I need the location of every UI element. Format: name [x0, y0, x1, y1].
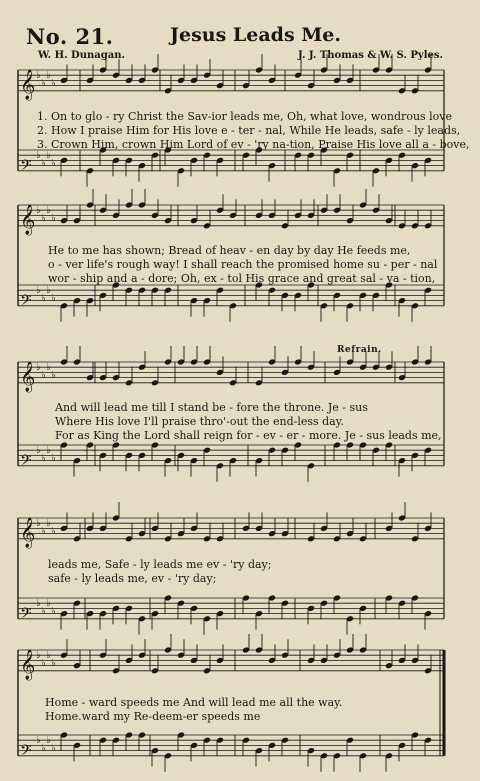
flat-icon: ♭ [46, 70, 51, 82]
flat-icon: ♭ [41, 370, 46, 381]
flat-icon: ♭ [41, 743, 46, 754]
flat-icon: ♭ [46, 518, 51, 530]
flat-icon: ♭ [36, 650, 41, 662]
refrain-label: Refrain. [337, 345, 382, 355]
flat-icon: ♭ [36, 70, 41, 82]
flat-icon: ♭ [41, 526, 46, 537]
flat-icon: ♭ [51, 78, 56, 89]
flat-icon: ♭ [41, 293, 46, 304]
flat-icon: ♭ [46, 362, 51, 374]
treble-clef-icon: 𝄞 [20, 649, 36, 680]
bass-clef-icon: 𝄢 [20, 156, 32, 178]
flat-icon: ♭ [46, 650, 51, 662]
flat-icon: ♭ [36, 518, 41, 530]
bass-clef-icon: 𝄢 [20, 291, 32, 313]
treble-clef-icon: 𝄞 [20, 361, 36, 392]
flat-icon: ♭ [36, 598, 41, 610]
treble-clef-icon: 𝄞 [20, 517, 36, 548]
lyric-line: Home.ward my Re-deem-er speeds me [45, 710, 261, 723]
flat-icon: ♭ [51, 606, 56, 617]
flat-icon: ♭ [36, 445, 41, 457]
flat-icon: ♭ [36, 735, 41, 747]
flat-icon: ♭ [46, 598, 51, 610]
treble-clef-icon: 𝄞 [20, 69, 36, 100]
hymn-number: No. 21. [26, 24, 114, 49]
flat-icon: ♭ [51, 658, 56, 669]
flat-icon: ♭ [36, 285, 41, 297]
lyric-line: wor - ship and a - dore; Oh, ex - tol His grace and great sal - va - tion, [48, 272, 436, 285]
flat-icon: ♭ [41, 158, 46, 169]
lyric-line: leads me, Safe - ly leads me ev - 'ry day; [48, 558, 272, 571]
flat-icon: ♭ [46, 445, 51, 457]
flat-icon: ♭ [41, 606, 46, 617]
bass-clef-icon: 𝄢 [20, 451, 32, 473]
flat-icon: ♭ [36, 150, 41, 162]
flat-icon: ♭ [41, 78, 46, 89]
flat-icon: ♭ [51, 453, 56, 464]
lyric-line: For as King the Lord shall reign for - ev - er - more. Je - sus leads me, [55, 429, 442, 442]
bass-clef-icon: 𝄢 [20, 741, 32, 763]
flat-icon: ♭ [51, 743, 56, 754]
composer-credit: J. J. Thomas & W. S. Pyles. [298, 50, 443, 61]
flat-icon: ♭ [46, 285, 51, 297]
bass-clef-icon: 𝄢 [20, 604, 32, 626]
treble-clef-icon: 𝄞 [20, 204, 36, 235]
flat-icon: ♭ [46, 150, 51, 162]
hymn-title: Jesus Leads Me. [170, 24, 341, 46]
lyric-line: And will lead me till I stand be - fore the throne. Je - sus [55, 401, 368, 414]
lyric-line: 2. How I praise Him for His love e - ter - nal, While He leads, safe - ly leads, [37, 124, 461, 137]
lyric-line: o - ver life's rough way! I shall reach the promised home su - per - nal [48, 258, 438, 271]
flat-icon: ♭ [36, 362, 41, 374]
flat-icon: ♭ [46, 735, 51, 747]
flat-icon: ♭ [51, 158, 56, 169]
flat-icon: ♭ [36, 205, 41, 217]
lyricist-credit: W. H. Dunagan. [38, 50, 125, 61]
flat-icon: ♭ [51, 370, 56, 381]
lyric-line: Home - ward speeds me And will lead me all the way. [45, 696, 343, 709]
flat-icon: ♭ [46, 205, 51, 217]
lyric-line: 3. Crown Him, crown Him Lord of ev - 'ry na-tion, Praise His love all a - bove, [37, 138, 470, 151]
flat-icon: ♭ [51, 526, 56, 537]
flat-icon: ♭ [41, 213, 46, 224]
flat-icon: ♭ [51, 293, 56, 304]
lyric-line: Where His love I'll praise thro'-out the end-less day. [55, 415, 344, 428]
lyric-line: 1. On to glo - ry Christ the Sav-ior leads me, Oh, what love, wondrous love [37, 110, 453, 123]
lyric-line: He to me has shown; Bread of heav - en day by day He feeds me, [48, 244, 411, 257]
flat-icon: ♭ [41, 658, 46, 669]
lyric-line: safe - ly leads me, ev - 'ry day; [48, 572, 217, 585]
flat-icon: ♭ [51, 213, 56, 224]
flat-icon: ♭ [41, 453, 46, 464]
